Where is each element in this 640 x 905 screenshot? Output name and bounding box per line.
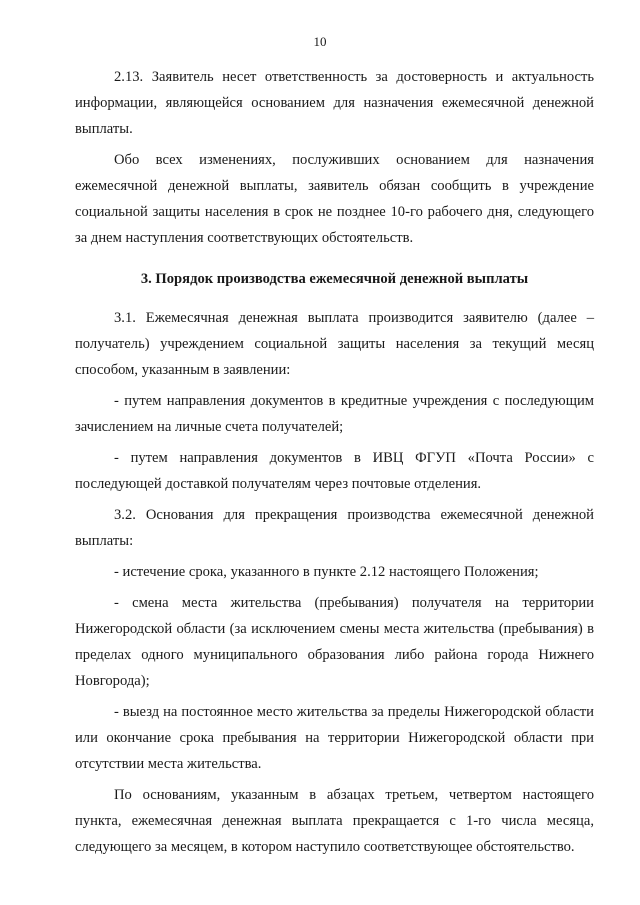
document-body	[75, 64, 594, 865]
paragraph-3-2: 3.2. Основания для прекращения производства ежемесячной денежной выплаты:	[75, 507, 594, 549]
page-number: 10	[313, 34, 327, 49]
paragraph-termination-date: По основаниям, указанным в абзацах третьем, четвертом настоящего пункта, ежемесячная денежная выплата прекращается с 1-го числа месяца, следующего за месяцем, в котором наступило соответствующее обстоятельство.	[75, 787, 594, 855]
paragraph-2-13: 2.13. Заявитель несет ответственность за достоверность и актуальность информации, являющейся основанием для назначения ежемесячной денежной выплаты.	[75, 69, 594, 137]
section-3-heading: 3. Порядок производства ежемесячной денежной выплаты	[140, 271, 529, 287]
paragraph-3-1: 3.1. Ежемесячная денежная выплата производится заявителю (далее – получатель) учреждением социальной защиты населения за текущий месяц способом, указанным в заявлении:	[75, 310, 594, 378]
list-item-credit-institutions: - путем направления документов в кредитные учреждения с последующим зачислением на личные счета получателей;	[75, 393, 594, 435]
list-item-departure: - выезд на постоянное место жительства за пределы Нижегородской области или окончание срока пребывания на территории Нижегородской области при отсутствии места жительства.	[75, 704, 594, 772]
list-item-term-expiry: - истечение срока, указанного в пункте 2.12 настоящего Положения;	[114, 564, 539, 580]
paragraph-2-13-changes: Обо всех изменениях, послуживших основанием для назначения ежемесячной денежной выплаты, заявитель обязан сообщить в учреждение социальной защиты населения в срок не позднее 10-го рабочего дня, следующего за днем наступления соответствующих обстоятельств.	[75, 152, 594, 246]
list-item-residence-change: - смена места жительства (пребывания) получателя на территории Нижегородской области (за исключением смены места жительства (пребывания) в пределах одного муниципального образования либо района города Нижнего Новгорода);	[75, 595, 594, 689]
list-item-post-office: - путем направления документов в ИВЦ ФГУП «Почта России» с последующей доставкой получателям через почтовые отделения.	[75, 450, 594, 492]
